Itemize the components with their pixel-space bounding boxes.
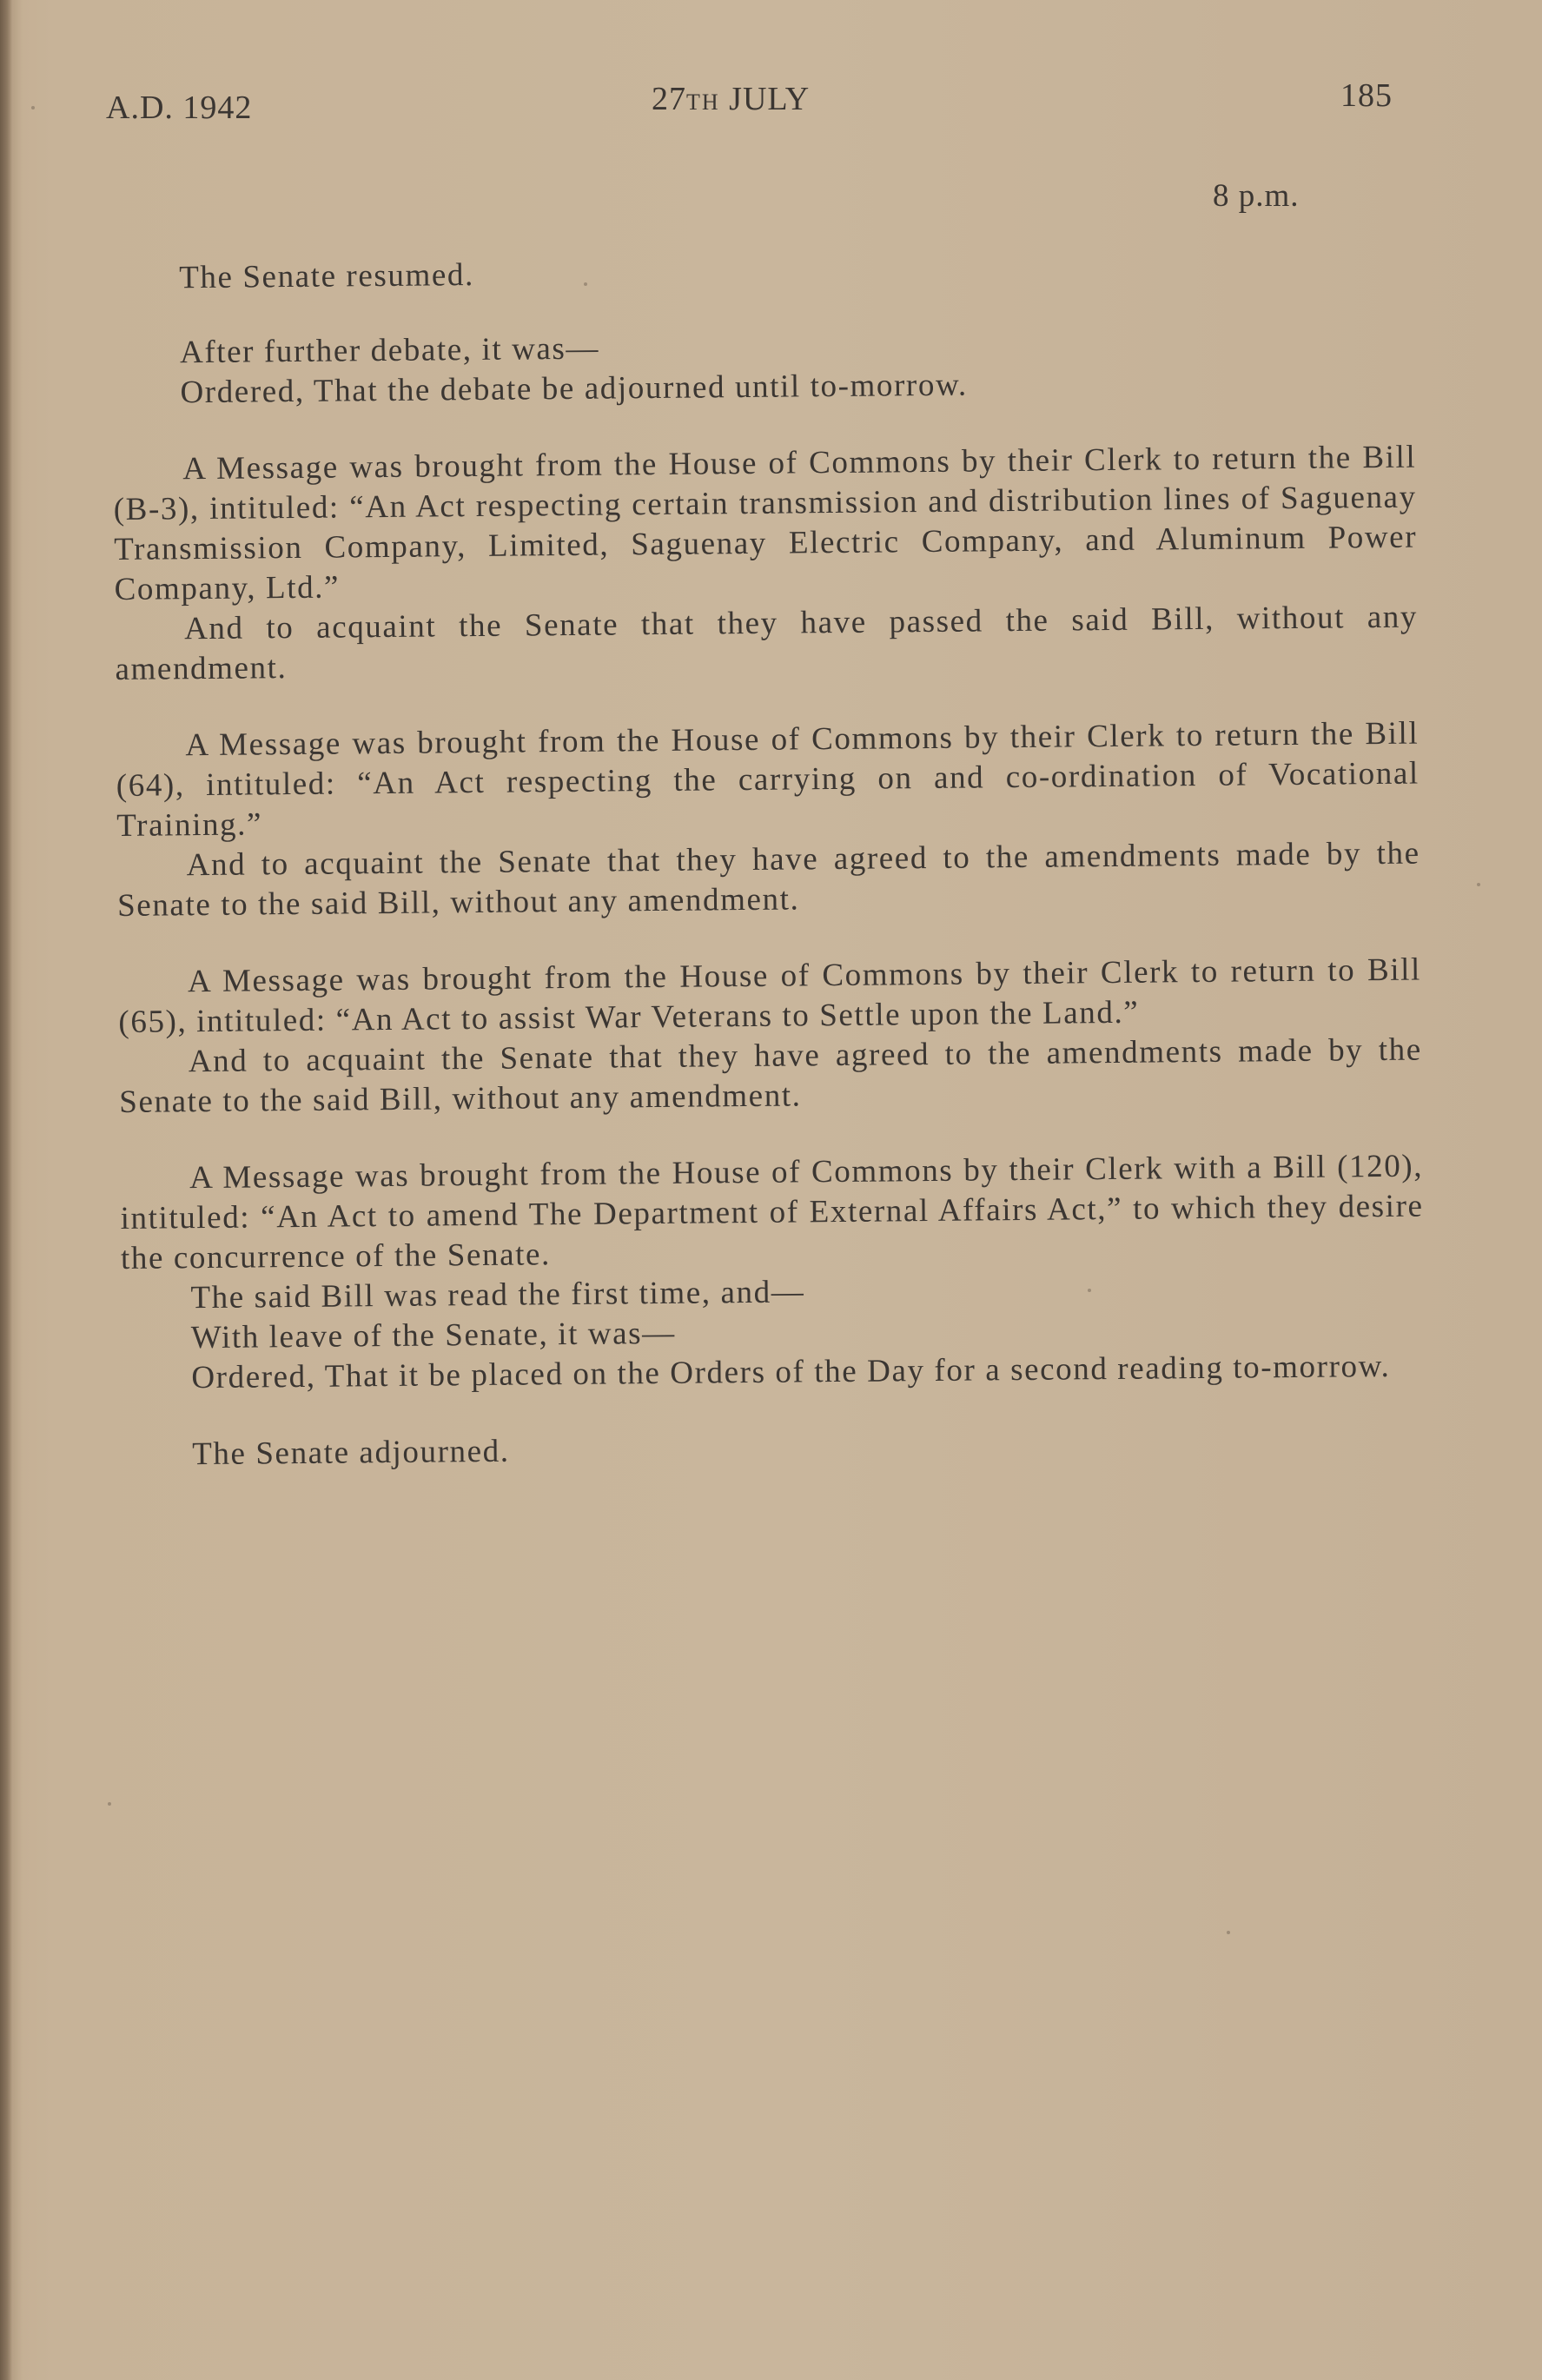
page-header — [0, 76, 1542, 129]
paragraph-first-reading: The said Bill was read the first time, and— — [190, 1274, 805, 1316]
paragraph-second-reading-order: Ordered, That it be placed on the Orders of the Day for a second reading to-morrow. — [191, 1348, 1391, 1396]
header-date-ordinal: TH — [686, 89, 720, 115]
paragraph-message-bill-64: A Message was brought from the House of Commons by their Clerk to return the Bill (64), intituled: “An Act respecting the carrying on and co-ordination of Vocational Training.” — [116, 715, 1420, 844]
paragraph-senate-adjourned: The Senate adjourned. — [192, 1433, 510, 1473]
paragraph-message-bill-b3: A Message was brought from the House of Commons by their Clerk to return the Bill (B-3), intituled: “An Act respecting certain transmission and distribution lines of Saguenay Transmission Company, Limited, Saguenay Electric Company, and Aluminum Power Company, Ltd.” — [113, 439, 1418, 607]
paragraph-debate-adjourned: Ordered, That the debate be adjourned until to-morrow. — [180, 367, 968, 411]
paragraph-message-bill-120: A Message was brought from the House of Commons by their Clerk with a Bill (120), intituled: “An Act to amend The Department of External Affairs Act,” to which they desire the concurrence of the Senate. — [120, 1148, 1424, 1276]
header-date — [652, 80, 810, 118]
paragraph-with-leave: With leave of the Senate, it was— — [190, 1315, 676, 1356]
paragraph-acquaint-64: And to acquaint the Senate that they have agreed to the amendments made by the Senate to the said Bill, without any amendment. — [116, 835, 1420, 924]
paragraph-message-bill-65: A Message was brought from the House of Commons by their Clerk to return to Bill (65), intituled: “An Act to assist War Veterans to Settle upon the Land.” — [118, 951, 1422, 1040]
paragraph-senate-resumed: The Senate resumed. — [179, 256, 475, 296]
paper-speck — [1477, 883, 1480, 886]
page-spine-shadow — [0, 0, 12, 2380]
header-date-day: 27 — [652, 81, 686, 117]
session-time: 8 p.m. — [1213, 178, 1300, 214]
paper-speck — [1227, 1931, 1230, 1934]
journal-body — [111, 247, 1426, 1475]
header-date-month: JULY — [729, 81, 811, 117]
paragraph-further-debate: After further debate, it was— — [179, 330, 600, 371]
page-number: 185 — [1340, 77, 1393, 114]
paper-speck — [108, 1802, 111, 1806]
header-year: A.D. 1942 — [106, 89, 253, 126]
paragraph-acquaint-65: And to acquaint the Senate that they have agreed to the amendments made by the Senate to the said Bill, without any amendment. — [119, 1031, 1423, 1120]
paragraph-acquaint-b3: And to acquaint the Senate that they have passed the said Bill, without any amendment. — [115, 599, 1419, 687]
